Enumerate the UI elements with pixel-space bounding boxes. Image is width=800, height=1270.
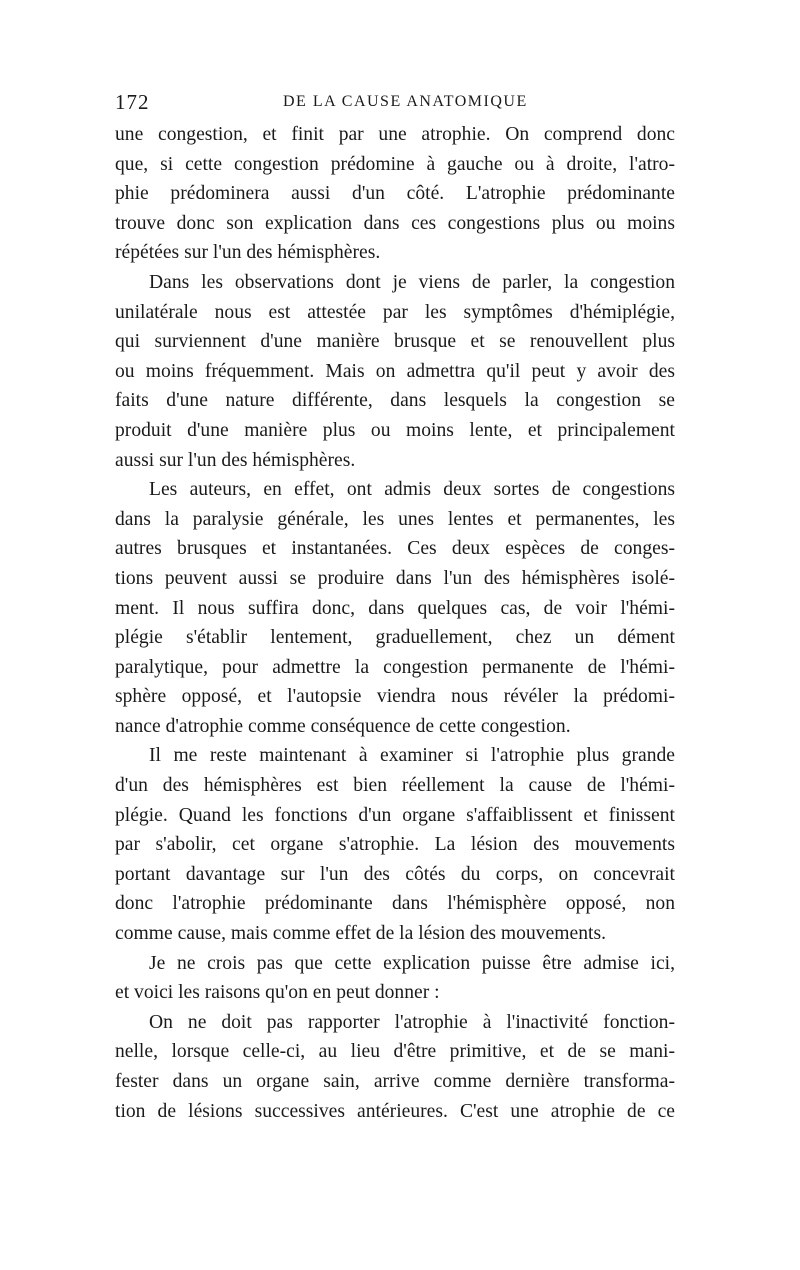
text-line: Il me reste maintenant à examiner si l'atrophie plus grande [149,745,675,767]
text-line: paralytique, pour admettre la congestion permanente de l'hémi- [115,656,675,678]
paragraph-3 [115,475,675,741]
text-line: comme cause, mais comme effet de la lésion des mouvements. [115,923,606,945]
text-line: par s'abolir, cet organe s'atrophie. La lésion des mouvements [115,834,675,856]
text-line: Dans les observations dont je viens de parler, la congestion [149,271,675,293]
body-text [115,120,675,1126]
running-title: DE LA CAUSE ANATOMIQUE [283,93,528,110]
text-line: dans la paralysie générale, les unes lentes et permanentes, les [115,508,675,530]
paragraph-6 [115,1008,675,1126]
paragraph-2 [115,268,675,475]
paragraph-4 [115,741,675,948]
text-line: On ne doit pas rapporter l'atrophie à l'inactivité fonction- [149,1011,675,1033]
text-line: plégie. Quand les fonctions d'un organe s'affaiblissent et finissent [115,804,675,826]
text-line: qui surviennent d'une manière brusque et se renouvellent plus [115,331,675,353]
page-number: 172 [115,90,150,114]
text-line: phie prédominera aussi d'un côté. L'atrophie prédominante [115,183,675,205]
text-line: ment. Il nous suffira donc, dans quelques cas, de voir l'hémi- [115,597,675,619]
paragraph-5 [115,949,675,1008]
text-line: Je ne crois pas que cette explication puisse être admise ici, [149,952,675,974]
text-line: une congestion, et finit par une atrophie. On comprend donc [115,124,675,145]
text-line: répétées sur l'un des hémisphères. [115,242,381,264]
text-line: autres brusques et instantanées. Ces deux espèces de conges- [115,538,675,560]
text-line: trouve donc son explication dans ces congestions plus ou moins [115,212,675,234]
text-line: nance d'atrophie comme conséquence de cette congestion. [115,715,571,737]
text-line: produit d'une manière plus ou moins lente, et principalement [115,419,675,441]
text-line: fester dans un organe sain, arrive comme dernière transforma- [115,1071,675,1092]
text-line: ou moins fréquemment. Mais on admettra qu'il peut y avoir des [115,360,675,382]
text-line: unilatérale nous est attestée par les symptômes d'hémiplégie, [115,301,675,323]
text-line: nelle, lorsque celle-ci, au lieu d'être primitive, et de se mani- [115,1041,675,1063]
text-line: faits d'une nature différente, dans lesquels la congestion se [115,390,675,412]
text-line: plégie s'établir lentement, graduellement, chez un dément [115,627,675,649]
text-line: tion de lésions successives antérieures. C'est une atrophie de ce [115,1100,675,1122]
text-line: que, si cette congestion prédomine à gauche ou à droite, l'atro- [115,153,675,175]
text-line: et voici les raisons qu'on en peut donner : [115,982,440,1004]
paragraph-1 [115,120,675,268]
page-header [115,90,675,114]
text-line: d'un des hémisphères est bien réellement la cause de l'hémi- [115,775,675,797]
text-line: donc l'atrophie prédominante dans l'hémisphère opposé, non [115,893,675,915]
text-line: Les auteurs, en effet, ont admis deux sortes de congestions [149,479,675,501]
text-line: portant davantage sur l'un des côtés du corps, on concevrait [115,863,675,885]
text-line: tions peuvent aussi se produire dans l'un des hémisphères isolé- [115,567,675,589]
text-line: aussi sur l'un des hémisphères. [115,449,356,471]
text-line: sphère opposé, et l'autopsie viendra nous révéler la prédomi- [115,686,675,708]
